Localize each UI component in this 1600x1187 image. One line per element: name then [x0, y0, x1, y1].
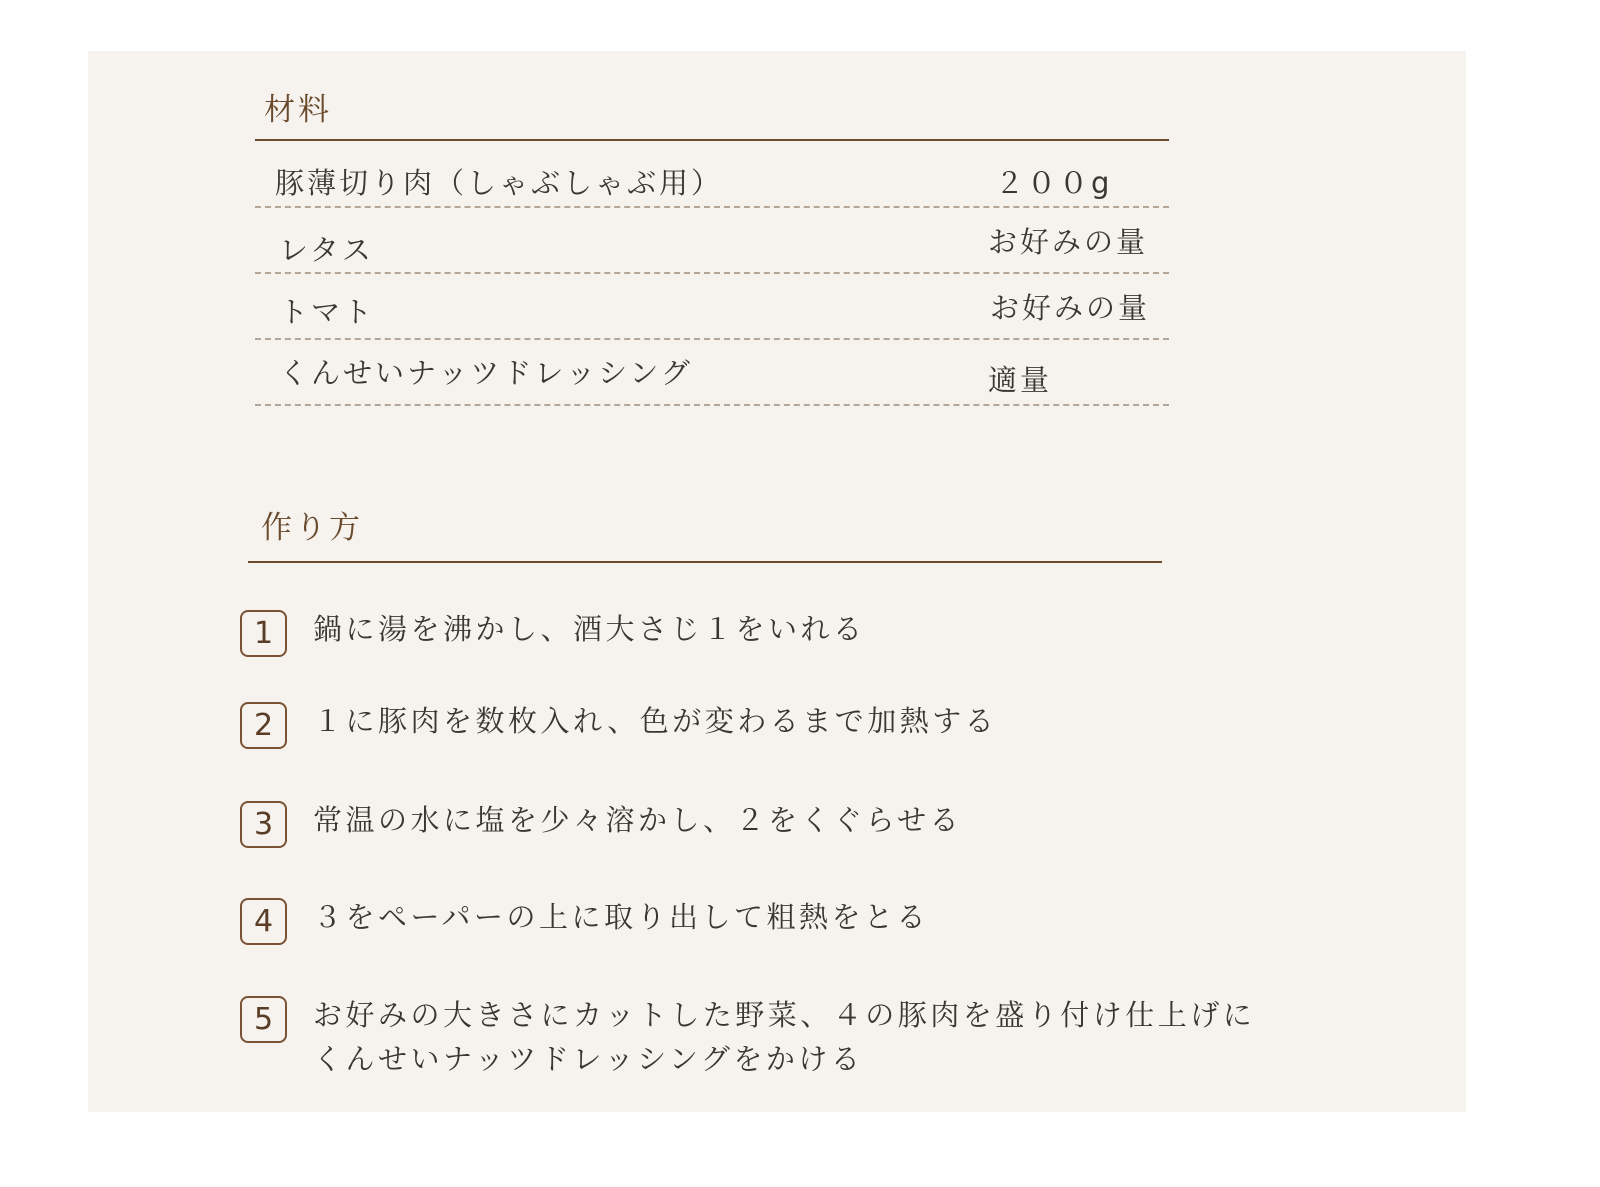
ingredient-row	[255, 338, 1169, 406]
ingredients-title: 材料	[264, 92, 332, 128]
ingredient-amount: ２００g	[995, 166, 1113, 200]
step-text: １に豚肉を数枚入れ、色が変わるまで加熱する	[313, 704, 998, 738]
ingredient-name: トマト	[279, 295, 376, 329]
method-title: 作り方	[261, 510, 363, 546]
ingredient-name: 豚薄切り肉（しゃぶしゃぶ用）	[275, 166, 724, 200]
step-text: 常温の水に塩を少々溶かし、２をくぐらせる	[313, 803, 963, 837]
step-text: 鍋に湯を沸かし、酒大さじ１をいれる	[313, 612, 866, 646]
ingredient-row	[255, 206, 1169, 274]
step-number-badge: 1	[240, 610, 287, 657]
step-number-badge: 2	[240, 702, 287, 749]
ingredient-name: くんせいナッツドレッシング	[279, 356, 693, 390]
ingredient-amount: 適量	[988, 363, 1053, 397]
step-number-badge: 3	[240, 801, 287, 848]
ingredient-name: レタス	[279, 233, 374, 267]
ingredient-amount: お好みの量	[990, 291, 1151, 325]
step-number-badge: 4	[240, 898, 287, 945]
step-text: ３をペーパーの上に取り出して粗熱をとる	[313, 900, 930, 934]
ingredient-amount: お好みの量	[988, 225, 1149, 259]
ingredient-row	[255, 272, 1169, 340]
step-number-badge: 5	[240, 996, 287, 1043]
ingredient-row	[255, 140, 1169, 208]
step-text: お好みの大きさにカットした野菜、４の豚肉を盛り付け仕上げに くんせいナッツドレッシングをかける	[313, 998, 1256, 1076]
method-title-rule	[248, 561, 1162, 563]
